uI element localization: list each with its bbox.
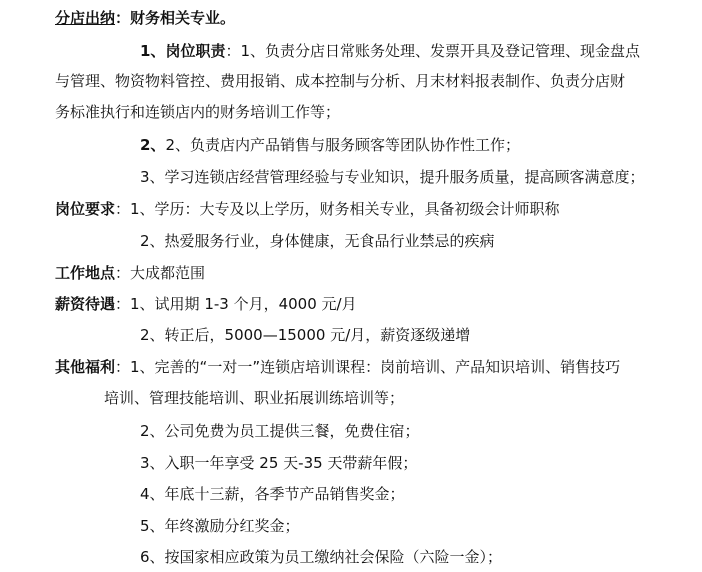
requirements-line-2 — [140, 231, 495, 251]
duties-text-1a: ：1、负责分店日常账务处理、发票开具及登记管理、现金盘点 — [225, 42, 640, 60]
requirements-label: 岗位要求 — [55, 200, 116, 218]
location-line — [55, 263, 205, 283]
requirements-text-2: 2、热爱服务行业，身体健康，无食品行业禁忌的疾病 — [140, 232, 495, 250]
salary-label: 薪资待遇 — [55, 295, 116, 313]
duties-text-3: 3、学习连锁店经营管理经验与专业知识，提升服务质量，提高顾客满意度； — [140, 168, 645, 186]
benefits-line-2 — [140, 421, 420, 441]
duties-line-2 — [140, 135, 520, 155]
benefits-line-1b — [104, 388, 404, 408]
duties-text-1c: 务标准执行和连锁店内的财务培训工作等； — [55, 103, 341, 121]
benefits-line-5 — [140, 516, 300, 536]
duties-text-2: 2、负责店内产品销售与服务顾客等团队协作性工作； — [165, 136, 520, 154]
salary-line-1 — [55, 294, 357, 314]
duties-label: 岗位职责 — [165, 42, 226, 60]
benefits-text-1a: ：1、完善的“一对一”连锁店培训课程：岗前培训、产品知识培训、销售技巧 — [115, 358, 621, 376]
duties-text-1b: 与管理、物资物料管控、费用报销、成本控制与分析、月末材料报表制作、负责分店财 — [55, 72, 626, 90]
benefits-line-4 — [140, 484, 405, 504]
position-title: 分店出纳 — [55, 9, 116, 27]
benefits-text-3: 3、入职一年享受 25 天-35 天带薪年假； — [140, 454, 418, 472]
location-label: 工作地点 — [55, 264, 116, 282]
duties-line-1 — [140, 41, 640, 61]
duties-line-1b — [55, 71, 625, 91]
benefits-text-6: 6、按国家相应政策为员工缴纳社会保险（六险一金）； — [140, 548, 503, 566]
salary-text-1: ：1、试用期 1-3 个月，4000 元/月 — [115, 295, 357, 313]
benefits-text-4: 4、年底十三薪，各季节产品销售奖金； — [140, 485, 405, 503]
benefits-text-5: 5、年终激励分红奖金； — [140, 517, 300, 535]
benefits-text-1b: 培训、管理技能培训、职业拓展训练培训等； — [104, 389, 405, 407]
benefits-label: 其他福利 — [55, 358, 116, 376]
requirements-text-1: ：1、学历：大专及以上学历，财务相关专业，具备初级会计师职称 — [115, 200, 560, 218]
benefits-line-1 — [55, 357, 620, 377]
requirements-line-1 — [55, 199, 560, 219]
duties-line-1c — [55, 102, 340, 122]
position-major: ：财务相关专业。 — [115, 9, 236, 27]
position-title-line — [55, 8, 235, 28]
benefits-line-3 — [140, 453, 417, 473]
salary-line-2 — [140, 325, 470, 345]
location-text: ：大成都范围 — [115, 264, 206, 282]
duties-number: 1、 — [140, 42, 166, 60]
duties-line-3 — [140, 167, 645, 187]
benefits-text-2: 2、公司免费为员工提供三餐，免费住宿； — [140, 422, 420, 440]
benefits-line-6 — [140, 547, 502, 567]
salary-text-2: 2、转正后，5000—15000 元/月，薪资逐级递增 — [140, 326, 471, 344]
duties-number-2: 2、 — [140, 136, 166, 154]
